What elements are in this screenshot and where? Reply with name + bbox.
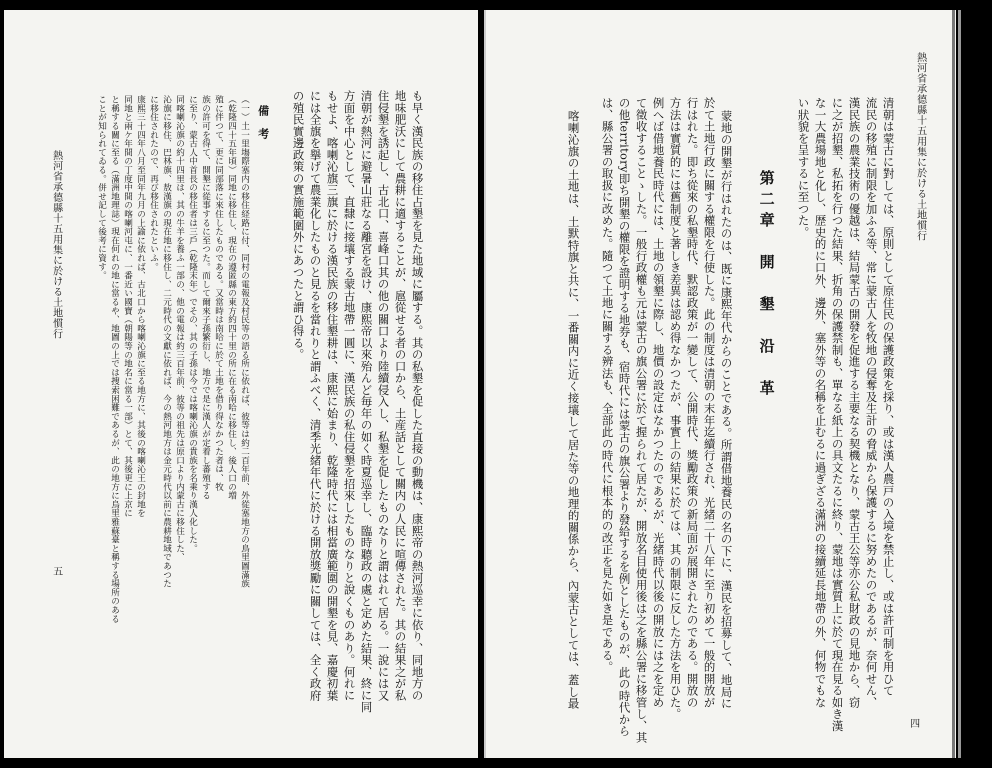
- note-line: 族の許可を得て、開墾に從事するに至つた。而して爾來子孫繁衍し、地方で是に漢人が定着し蕃殖する: [200, 95, 211, 500]
- text-line: の殖民實邊政策の實施範圍外にあつたと謂ひ得る。: [291, 90, 306, 361]
- text-line: 住侵墾を誘起し、古北口、喜峰口其の他の關口より陸續侵入し、私墾を促したものなりと謂はれて居る。一說には又: [376, 90, 391, 701]
- page-number-right: 四: [907, 718, 919, 729]
- text-line: 地味肥沃にして農耕に適することが、扈從せる者の口から、土産話として關内の人民に喧傳された。其の結果之が私: [393, 90, 408, 701]
- note-line: に移住されたので、再び移住されたといふ。: [148, 95, 159, 271]
- note-line: （乾隆四十五年頃）同地に移住し、現在の遵匿縣の東方約四十里の所に在る南哈に移住し、後人口の増: [226, 95, 237, 500]
- text-line: 流民の移殖に制限を加ふる等、常に蒙古人を牧地の侵奪及生計の脅威から保護するに努めたのであるが、奈何せん、: [864, 97, 879, 708]
- text-line: 喀喇沁旗の土地は、土默特旗と共に、一番關内に近く接壤して居た等の地理的關係から、內蒙古としては、蓋し最: [566, 110, 581, 710]
- text-line: 方法は實質的には舊制度と著しき差異は認め得なかつたが、事實上の結果に於ては、其の制限に反した方法を用ひた。: [668, 97, 683, 720]
- text-line: 漢民族の農業技術の優越は、結局蒙古の開發を促進する主要なる契機となり、蒙古王公等亦公私財政の見地から、窃: [847, 97, 862, 708]
- notes-label: 備 考: [256, 105, 270, 140]
- text-line: 於て土地行政に關する權限を行使した。此の制度は清朝の末年迄續行され、光緒二十八年に至り初めて一般的開放が: [702, 97, 717, 708]
- note-line: 同喀喇沁旗の約十四里は、其の牛羊を養ふ一部の、他の電報は約三百年前、彼等の祖先は原口より内蒙古に移住した、: [174, 95, 185, 562]
- text-line: い狀貌を呈するに至つた。: [796, 97, 811, 238]
- text-line: も早く漢民族の移住占墾を見た地域に屬する。其の私墾を促した直接の動機は、康熙帝の熱河巡幸に依り、同地方の: [410, 90, 425, 701]
- text-line: の他territory即ち開墾の權限を證明する地券も、宿時代には蒙古の旗公署より發給するを例としたものが、此の時代から: [617, 97, 632, 737]
- page-edge-right: [952, 10, 955, 758]
- note-line: と稱する關に至る（滿洲地理誌）現在何れの地に當るや、地圖の上では捜索困難であるが、此の地方に烏里雅蘇臺と稱する場所のある: [109, 95, 120, 623]
- text-line: に之が招墾、私拓を行つた結果、折角の保護禁制も、單なる紙上の具文たるに終り、蒙地は實質上に於て現在見る如き漢: [830, 97, 845, 732]
- note-line: 沁旗に移住、巴林旗、敖漢旗の現在地に移住し、二元時代の文獻に依れば、今の熱河地方は金元時代以前に農耕地域であつた: [161, 95, 172, 588]
- text-line: な一大農場地と化し、歴史的に口外、邊外、塞外等の名稱を止むるに過ぎざる滿洲の接續延長地帶の外、何物でもな: [813, 97, 828, 708]
- note-line: 殖に伴つて、更に同部落に來住したものである。又當時は南哈に於て土地を借り得なかつた者は、牧: [213, 95, 224, 491]
- page-edge-right-2: [958, 10, 961, 758]
- chapter-title: 第二章 開 墾 沿 革: [757, 170, 776, 401]
- text-line: 行はれた。即ち從來の私墾時代、默認政策が一變して、公開時代、獎勵政策の新局面が展開されたのである。開放の: [685, 97, 700, 708]
- text-line: もせよ、喀喇沁旗三旗に於ける漢民族の移住墾耕は、康熙に始まり、乾隆時代には相當廣範圍の開墾を見、嘉慶初葉: [325, 90, 340, 701]
- text-line: 蒙地の開墾が行はれたのは、既に康熙年代からのことである。所謂借地養民の名の下に、漢民を招募して、地局に: [719, 110, 734, 710]
- note-line: 同地と兩ケ年間の丁度中間の喀喇河屯に、一番近い國寶（朝陽等の地名に當る一部）とて、其後更に上京に: [122, 95, 133, 518]
- note-line: に至り、蒙古人中首長の移住者は三戶（乾隆末年）でその、其の子孫は今では喀喇沁旗の貴族を名乘り漢人化した。: [187, 95, 198, 553]
- text-line: は、縣公署の取扱に改めた。隨つて土地に關する辨法も、全部此の時代に根本的の改正を見た如き是である。: [600, 97, 615, 673]
- note-line: 康熙三十四年八月至同年九月の上諭に依れば、古北口から喀喇沁旗に至る地方に、其後の喀喇沁王の封地を: [135, 95, 146, 518]
- text-line: には全旗を擧げて農業化したものと見るを當れりと謂ふべく、清季光緒年代に於ける開放獎勵に關しては、全く政府: [308, 90, 323, 701]
- text-line: 方面を中心として、直隸に接壤する蒙古地帶一圓に、漢民族の私住侵墾を招來したものなりと說くものあり。何れに: [342, 90, 357, 701]
- running-head-right: 熱河省承德縣十五用集に於ける土地慣行: [914, 52, 926, 241]
- note-line: （一）土一里塲際塞内の移住経路に付、同村の電報及村民等の語る所に依れば、彼等は約二百年前、外從塞地方の鳥里圖滿族: [239, 95, 250, 588]
- text-line: 清朝が熱河に避暑山莊なる離宮を設け、康熙帝以來殆んど毎年の如く時夏巡幸し、臨時聽政の處と定めた結果、終に同: [359, 90, 374, 713]
- text-line: 例へば借地養民時代には、土地の領墾に際し、地價の設定はなかつたのであるが、光緒時代以後の開放には之を定め: [651, 97, 666, 708]
- running-head-left: 熱河省承德縣十五用集に於ける土地慣行: [50, 150, 62, 339]
- text-line: て徵收することゝした。一般行政權も元は蒙古の旗公署に於て握られて居たが、開放名目使用後は之を縣公署に移管し、其: [634, 97, 649, 744]
- text-line: 清朝は蒙古に對しては、原則として原住民の保護政策を採り、或は漢人農戸の入境を禁止し、或は許可制を用ひて: [881, 97, 896, 697]
- note-line: ことが知られてゐる。併せ記して後考に資す。: [96, 95, 107, 280]
- page-number-left: 五: [50, 566, 62, 577]
